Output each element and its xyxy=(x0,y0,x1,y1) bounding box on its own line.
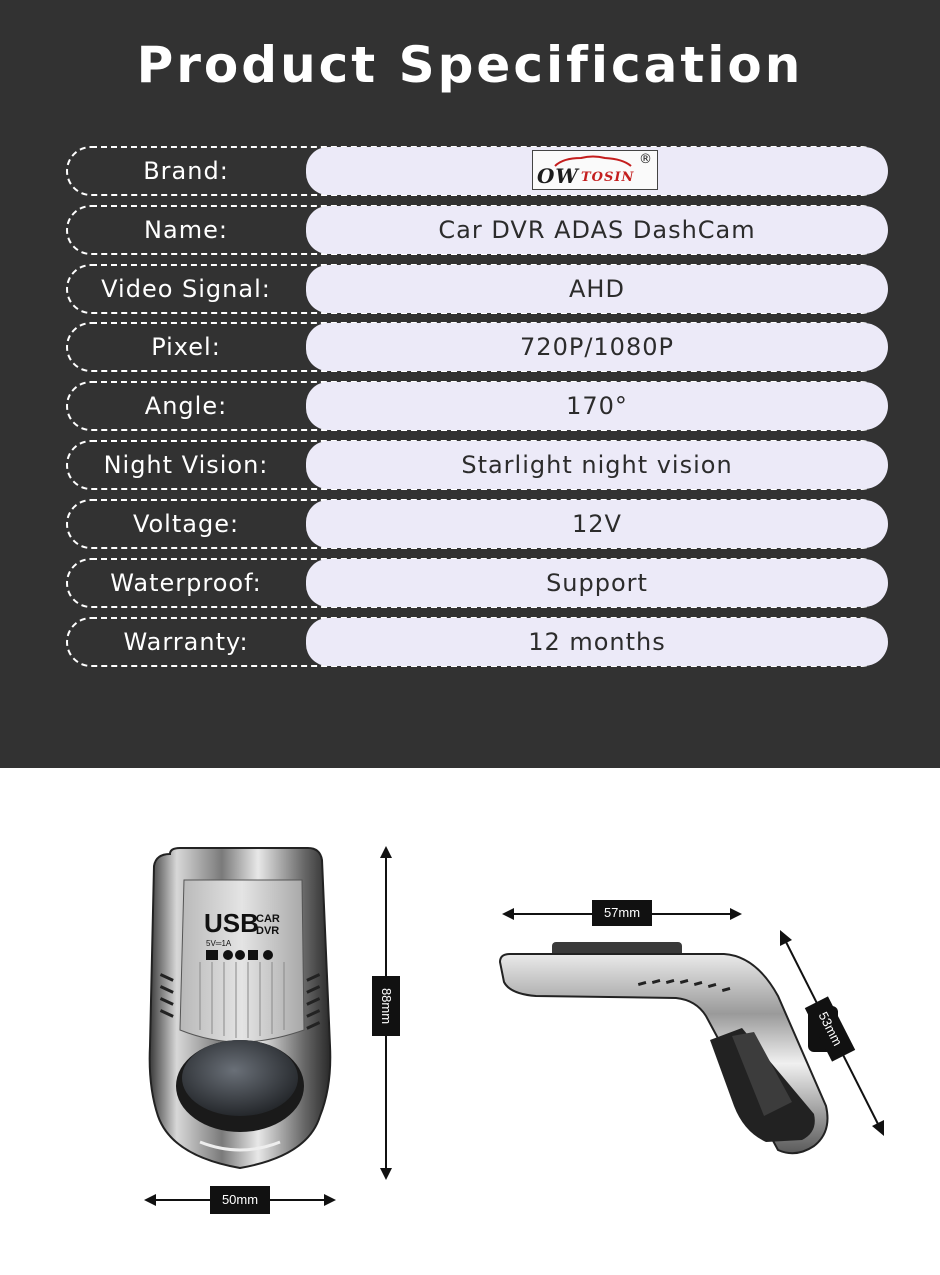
spec-label: Brand: xyxy=(143,157,229,185)
width-side-label: 57mm xyxy=(592,900,652,926)
width-front-label: 50mm xyxy=(210,1186,270,1214)
label-power: 5V═1A xyxy=(206,939,232,948)
spec-label: Night Vision: xyxy=(103,451,269,479)
page-title: Product Specification xyxy=(136,36,804,94)
spec-row-name xyxy=(66,205,886,255)
dashcam-front-view xyxy=(140,846,340,1186)
spec-row-warranty xyxy=(66,617,886,667)
spec-value: 12V xyxy=(306,500,888,548)
spec-value: 720P/1080P xyxy=(306,323,888,371)
spec-row-waterproof xyxy=(66,558,886,608)
spec-label: Warranty: xyxy=(123,628,249,656)
height-dimension-label: 88mm xyxy=(379,987,394,1025)
label-usb: USB xyxy=(204,908,259,938)
spec-label: Video Signal: xyxy=(101,275,271,303)
brand-logo xyxy=(532,150,658,190)
spec-value: AHD xyxy=(306,265,888,313)
spec-label: Waterproof: xyxy=(110,569,262,597)
spec-row-video-signal xyxy=(66,264,886,314)
spec-row-pixel xyxy=(66,322,886,372)
spec-value: Support xyxy=(306,559,888,607)
spec-value xyxy=(306,147,888,195)
brand-logo-ow: OW xyxy=(537,164,579,188)
spec-row-night-vision xyxy=(66,440,886,490)
brand-logo-tosin: TOSIN xyxy=(581,170,635,185)
camera-lens-icon xyxy=(182,1040,298,1116)
label-car: CAR xyxy=(256,913,280,925)
spec-value: Starlight night vision xyxy=(306,441,888,489)
spec-row-voltage xyxy=(66,499,886,549)
spec-label: Angle: xyxy=(144,392,228,420)
spec-label: Name: xyxy=(144,216,228,244)
spec-row-angle xyxy=(66,381,886,431)
label-dvr: DVR xyxy=(256,925,280,937)
registered-mark: ® xyxy=(639,152,653,167)
spec-label: Pixel: xyxy=(151,333,221,361)
spec-row-brand xyxy=(66,146,886,196)
spec-value: Car DVR ADAS DashCam xyxy=(306,206,888,254)
depth-side-label: 53mm xyxy=(805,996,855,1061)
spec-value: 170° xyxy=(306,382,888,430)
spec-value: 12 months xyxy=(306,618,888,666)
height-dimension-tag xyxy=(372,976,400,1036)
spec-label: Voltage: xyxy=(132,510,240,538)
